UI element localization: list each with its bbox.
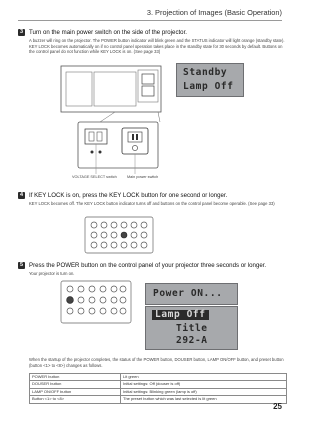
table-row [30, 374, 287, 381]
step-5-body: Your projector is turn on. [29, 271, 75, 276]
lcd-lamp-title-display [145, 306, 238, 350]
lcd-line-1: Standby [183, 67, 228, 78]
lcd-standby-display [176, 63, 244, 97]
table-cell-state: The preset button which was last selected is lit green [121, 396, 287, 403]
table-row [30, 388, 287, 395]
control-panel-keylock-illustration [84, 216, 154, 254]
step-5-badge: 5 [19, 262, 24, 268]
step-4-badge: 4 [19, 192, 24, 198]
table-cell-item: Button <1> to <8> [30, 396, 121, 403]
voltage-select-label: VOLTAGE SELECT switch [72, 175, 117, 179]
lcd-title-line: Title [176, 323, 208, 334]
step-3-title: Turn on the main power switch on the side of the projector. [29, 29, 187, 36]
table-cell-state: Initial settings: Blinking green (lamp is off) [121, 388, 287, 395]
table-row [30, 381, 287, 388]
table-cell-state: Initial settings: Off (douser is off) [121, 381, 287, 388]
section-title: 3. Projection of Images (Basic Operation) [146, 8, 282, 17]
table-cell-state: Lit green [121, 374, 287, 381]
table-cell-item: DOUSER button [30, 381, 121, 388]
control-panel-power-illustration [60, 280, 132, 324]
lcd-model-line: 292-A [176, 335, 208, 346]
lcd-power-on-line: Power ON... [153, 288, 223, 299]
button-status-table [29, 373, 287, 404]
page-number: 25 [273, 402, 282, 411]
table-cell-item: POWER button [30, 374, 121, 381]
header-divider [18, 20, 282, 21]
projector-side-panel-illustration [60, 58, 165, 176]
step-3-body: A buzzer will ring on the projector. The POWER button indicator will blink green and the STATUS indicator will light orange (standby state). KEY LOCK becomes automatically on if no control panel operation takes place in the standby state for 30 seconds by default. Buttons on the control panel do not function while KEY LOCK is on. (See page 33) [29, 38, 285, 55]
main-power-switch-label: Main power switch [127, 175, 159, 179]
lcd-power-on-display [145, 283, 238, 305]
lcd-line-2: Lamp Off [183, 81, 234, 92]
step-4-title: If KEY LOCK is on, press the KEY LOCK button for one second or longer. [29, 192, 228, 199]
step-4-body: KEY LOCK becomes off. The KEY LOCK button indicator turns off and buttons on the control panel become operable. (See page 33) [29, 201, 275, 206]
table-row [30, 396, 287, 403]
step-5-title: Press the POWER button on the control panel of your projector three seconds or longer. [29, 262, 267, 269]
step-3-badge: 3 [19, 29, 24, 35]
step-5-after-text: When the startup of the projector completes, the status of the POWER button, DOUSER button, LAMP ON/OFF button, and preset button (button <1> to <8>) changes as follows. [29, 357, 284, 368]
table-cell-item: LAMP ON/OFF button [30, 388, 121, 395]
lcd-lamp-off-line: Lamp Off [152, 310, 209, 320]
